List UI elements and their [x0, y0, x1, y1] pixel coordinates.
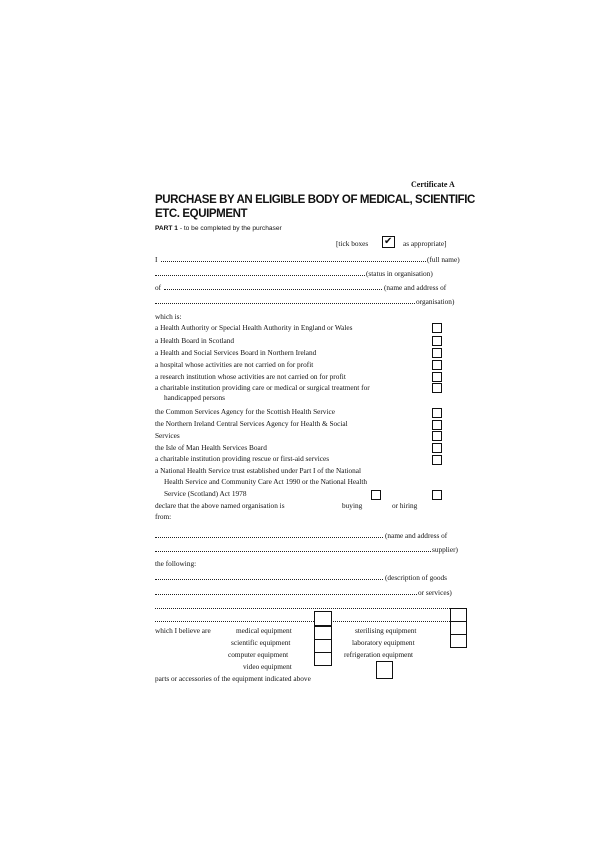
body-checkbox-10[interactable]	[432, 455, 442, 465]
form-title-line-1: PURCHASE BY AN ELIGIBLE BODY OF MEDICAL, SCIENTIFIC	[155, 194, 475, 206]
body-checkbox-6[interactable]	[432, 383, 442, 393]
scientific-equipment-checkbox[interactable]	[314, 639, 332, 653]
status-label: (status in organisation)	[366, 269, 433, 278]
body-option-7: the Common Services Agency for the Scottish Health Service	[155, 407, 335, 416]
medical-equipment-checkbox[interactable]	[314, 626, 332, 640]
equipment-medical-label: medical equipment	[236, 626, 292, 635]
body-option-1: a Health Authority or Special Health Authority in England or Wales	[155, 323, 353, 332]
organisation-address-field[interactable]	[155, 303, 415, 304]
services-label: or services)	[418, 588, 452, 597]
equipment-laboratory-label: laboratory equipment	[352, 638, 415, 647]
body-option-6-continued: handicapped persons	[164, 393, 225, 402]
body-option-3: a Health and Social Services Board in Northern Ireland	[155, 348, 317, 357]
supplier-address-field[interactable]	[155, 551, 431, 552]
body-option-4: a hospital whose activities are not carried on for profit	[155, 360, 314, 369]
body-option-9: the Isle of Man Health Services Board	[155, 443, 267, 452]
right-checkbox-top	[450, 608, 467, 622]
body-option-11: a National Health Service trust established under Part I of the National	[155, 466, 362, 475]
equipment-scientific-label: scientific equipment	[231, 638, 291, 647]
check-icon: ✔	[384, 236, 393, 247]
body-option-10: a charitable institution providing rescue or first-aid services	[155, 454, 330, 463]
parts-label: parts or accessories of the equipment indicated above	[155, 674, 311, 683]
body-option-8: the Northern Ireland Central Services Agency for Health & Social	[155, 419, 348, 428]
tick-instruction-prefix: [tick boxes	[336, 239, 369, 248]
goods-description-field-3[interactable]	[155, 608, 464, 609]
full-name-field[interactable]	[161, 261, 426, 262]
form-title-line-2: ETC. EQUIPMENT	[155, 208, 248, 220]
goods-description-label: (description of goods	[385, 573, 448, 582]
laboratory-equipment-checkbox[interactable]	[450, 634, 467, 648]
believe-label: which I believe are	[155, 626, 211, 635]
body-option-11-line-3: Service (Scotland) Act 1978	[164, 489, 247, 498]
body-checkbox-2[interactable]	[432, 336, 442, 346]
body-checkbox-8[interactable]	[432, 420, 442, 430]
of-prefix: of	[155, 283, 162, 292]
goods-description-field-2[interactable]	[155, 594, 417, 595]
organisation-name-label: (name and address of	[384, 283, 447, 292]
organisation-name-field[interactable]	[164, 289, 382, 290]
goods-description-field[interactable]	[155, 579, 383, 580]
which-is-label: which is:	[155, 312, 182, 321]
body-option-6: a charitable institution providing care or medical or surgical treatment for	[155, 383, 370, 392]
body-checkbox-11[interactable]	[371, 490, 381, 500]
sterilising-equipment-checkbox[interactable]	[450, 621, 467, 635]
supplier-name-label: (name and address of	[385, 531, 448, 540]
part-label: PART 1	[155, 225, 178, 232]
status-field[interactable]	[155, 275, 365, 276]
supplier-label: supplier)	[432, 545, 458, 554]
from-label: from:	[155, 512, 172, 521]
full-name-label: (full name)	[427, 255, 460, 264]
parts-checkbox[interactable]	[376, 661, 393, 679]
body-checkbox-9[interactable]	[432, 443, 442, 453]
computer-equipment-checkbox[interactable]	[314, 652, 332, 666]
body-checkbox-1[interactable]	[432, 323, 442, 333]
goods-description-field-4[interactable]	[155, 621, 464, 622]
tick-example-box	[382, 236, 395, 248]
body-checkbox-3[interactable]	[432, 348, 442, 358]
body-checkbox-7[interactable]	[432, 408, 442, 418]
equipment-refrigeration-label: refrigeration equipment	[344, 650, 414, 659]
body-option-2: a Health Board in Scotland	[155, 336, 235, 345]
body-checkbox-8b[interactable]	[432, 431, 442, 441]
body-checkbox-5[interactable]	[432, 372, 442, 382]
body-checkbox-11b[interactable]	[432, 490, 442, 500]
organisation-label: organisation)	[416, 297, 455, 306]
equipment-computer-label: computer equipment	[228, 650, 289, 659]
declare-text: declare that the above named organisation is	[155, 501, 285, 510]
body-option-5: a research institution whose activities are not carried on for profit	[155, 372, 346, 381]
following-label: the following:	[155, 559, 197, 568]
tick-instruction-suffix: as appropriate]	[403, 239, 447, 248]
part-heading	[155, 225, 282, 232]
hiring-label: or hiring	[392, 501, 418, 510]
equipment-sterilising-label: sterilising equipment	[355, 626, 417, 635]
body-option-8-continued: Services	[155, 431, 180, 440]
medical-checkbox-top	[314, 611, 332, 626]
part-description: - to be completed by the purchaser	[179, 225, 282, 232]
buying-label: buying	[342, 501, 363, 510]
body-option-11-line-2: Health Service and Community Care Act 1990 or the National Health	[164, 477, 368, 486]
i-prefix: I	[155, 255, 158, 264]
equipment-video-label: video equipment	[243, 662, 292, 671]
body-checkbox-4[interactable]	[432, 360, 442, 370]
certificate-label: Certificate A	[411, 180, 455, 189]
supplier-name-field[interactable]	[155, 537, 383, 538]
